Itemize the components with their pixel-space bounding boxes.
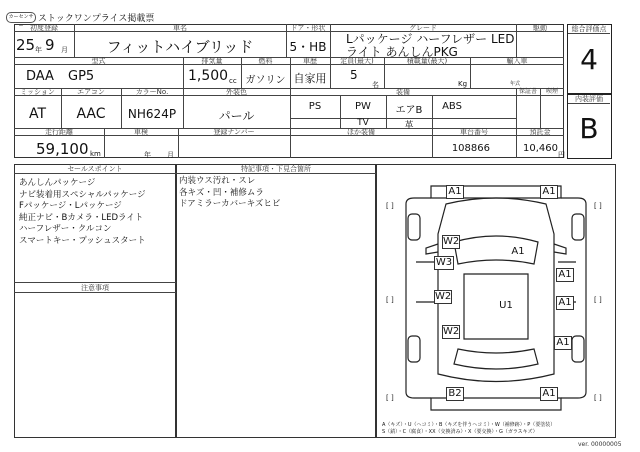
displacement-unit: cc (229, 77, 237, 85)
label-first-reg: 初度登録 (30, 24, 58, 32)
month-unit: 月 (61, 46, 68, 54)
year-unit: 年 (35, 46, 42, 54)
equip-leather: 革 (404, 121, 414, 131)
damage-badge: A1 (446, 185, 464, 199)
damage-legend-line2: S（錆）・C（腐食）・XX（交換済み）・X（要交換）・G（ガラスキズ） (382, 429, 538, 435)
version-label: ver. 00000005 (578, 441, 622, 448)
label-price: 預託金 (529, 128, 551, 136)
damage-badge: A1 (511, 246, 525, 257)
damage-badge: A1 (556, 268, 574, 282)
svg-text:[ ]: [ ] (594, 296, 602, 304)
damage-badge: A1 (554, 336, 572, 350)
label-interior: 内装評価 (568, 95, 610, 104)
label-shaken: 車検 (134, 128, 148, 136)
car-diagram (376, 164, 616, 438)
label-mission: ミッション (20, 88, 55, 96)
list-item: スマートキー・プッシュスタート (19, 235, 146, 246)
label-mileage: 走行距離 (45, 128, 73, 136)
model-prefix: DAA (26, 69, 54, 84)
label-overall: 総合評価点 (568, 25, 610, 34)
label-displacement: 排気量 (201, 57, 223, 65)
label-color-no: カラーNo. (135, 88, 169, 96)
capacity-unit: 名 (372, 81, 379, 89)
label-equipment: 装備 (396, 88, 410, 96)
label-warranty: 保証書 (518, 88, 537, 95)
svg-text:[ ]: [ ] (594, 202, 602, 210)
mission: AT (28, 106, 47, 122)
label-drive: 駆動 (533, 24, 547, 32)
page-title: ストックワンプライス掲載票 (38, 14, 155, 24)
svg-text:[ ]: [ ] (386, 296, 394, 304)
list-item: 純正ナビ・Bカメラ・LEDライト (19, 212, 144, 223)
model-code: GP5 (68, 69, 95, 84)
label-smoker: 喫煙 (545, 88, 558, 95)
shaken-year-unit: 年 (144, 151, 151, 159)
svg-text:[ ]: [ ] (594, 394, 602, 402)
list-item: 各キズ・凹・補修ムラ (179, 187, 264, 198)
label-aircon: エアコン (77, 88, 105, 96)
label-notes: 注意事項 (14, 284, 176, 293)
damage-badge: W2 (443, 326, 460, 337)
fuel: ガソリン (245, 75, 286, 86)
equip-ps: PS (308, 101, 322, 112)
label-usage: 車歴 (303, 57, 317, 65)
damage-badge: W3 (435, 257, 453, 268)
overall-score-box (567, 24, 612, 94)
label-special: 特記事項・下見合箇所 (176, 165, 376, 174)
equip-pw: PW (355, 101, 371, 112)
damage-badge: W2 (435, 291, 452, 302)
list-item: ハーフレザー・クルコン (19, 224, 112, 234)
special-notes-list (179, 176, 280, 211)
equip-tv: TV (357, 118, 369, 128)
damage-badge: A1 (540, 185, 558, 199)
first-reg-month: 9 (45, 36, 55, 54)
car-name: フィットハイブリッド (106, 38, 254, 56)
aircon: AAC (76, 106, 106, 122)
mileage-unit: km (90, 150, 101, 158)
color-no: NH624P (127, 107, 177, 121)
label-door: ドア・形状 (290, 24, 326, 32)
stock-no: 108866 (451, 143, 490, 154)
logo: カーセンサー (6, 12, 36, 23)
ext-color: パール (218, 109, 255, 123)
label-stock-no: 車台番号 (460, 128, 488, 136)
label-capacity: 定員(最大) (340, 57, 374, 65)
damage-legend-line1: A（キズ）・U（ヘコミ）・B（キズを伴うヘコミ）・W（補修跡）・P（要塗装） (382, 422, 556, 428)
damage-badge: A1 (540, 387, 558, 401)
label-sales-points: セールスポイント (14, 165, 176, 174)
list-item: 内装ウス汚れ・スレ (179, 176, 256, 186)
list-item: ドアミラーカバーキズヒビ (179, 199, 281, 209)
damage-badge: A1 (556, 296, 574, 310)
label-other-eq: ほか装備 (347, 128, 375, 136)
damage-badge: W2 (443, 236, 460, 247)
sales-points-list (19, 178, 146, 247)
label-load: 積載量(最大) (406, 57, 448, 65)
list-item: ナビ装着用スペシャルパッケージ (19, 189, 146, 200)
first-reg-year: 25 (16, 36, 36, 54)
list-item: Fパッケージ・Lパッケージ (19, 201, 122, 211)
grade-line1: Lパッケージ ハーフレザー LED (346, 32, 515, 46)
equip-airbag: エアB (395, 105, 423, 116)
label-model: 型式 (91, 57, 106, 65)
label-grade: グレード (409, 24, 437, 32)
label-plate: 登録ナンバー (213, 128, 255, 136)
capacity: 5 (350, 68, 358, 82)
load-unit: Kg (458, 80, 468, 88)
label-import: 輸入車 (506, 57, 528, 65)
damage-badge: B2 (446, 387, 464, 401)
svg-text:[ ]: [ ] (386, 202, 394, 210)
label-fuel: 燃料 (258, 57, 273, 65)
usage: 自家用 (293, 72, 327, 85)
price-unit: 円 (558, 151, 565, 159)
door-type: 5・HB (289, 40, 327, 54)
grade-line2: ライト あんしんPKG (346, 45, 458, 59)
price: 10,460 (523, 143, 558, 154)
shaken-month-unit: 月 (167, 151, 174, 159)
label-ext-color: 外装色 (226, 88, 247, 96)
equip-abs: ABS (442, 101, 462, 112)
displacement: 1,500 (188, 68, 229, 84)
svg-text:[ ]: [ ] (386, 394, 394, 402)
import-unit: 年式 (510, 81, 521, 87)
label-car-name: 車名 (173, 24, 187, 32)
interior-score-box (567, 94, 612, 159)
list-item: あんしんパッケージ (19, 178, 96, 188)
mileage: 59,100 (36, 140, 89, 158)
damage-badge: U1 (499, 300, 513, 311)
interior-score: B (579, 112, 599, 145)
overall-score: 4 (580, 43, 598, 76)
